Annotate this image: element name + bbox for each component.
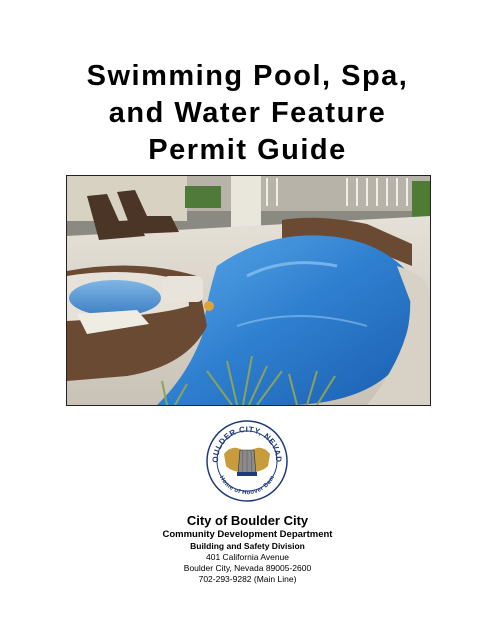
address-line-1: 401 California Avenue — [205, 552, 290, 562]
document-title — [0, 58, 495, 169]
title-line-1: Swimming Pool, Spa, — [86, 60, 409, 92]
seal-top-text: OULDER CITY, NEVAD — [210, 424, 284, 463]
title-line-2: and Water Feature — [108, 97, 387, 129]
title-line-3: Permit Guide — [148, 134, 347, 166]
department-name: Community Development Department — [162, 529, 333, 540]
city-name: City of Boulder City — [186, 513, 309, 528]
pool-photo — [66, 175, 431, 406]
seal-bottom-text: Home of Hoover Dam — [217, 475, 277, 497]
city-seal — [206, 420, 288, 502]
phone-number: 702-293-9282 (Main Line) — [198, 574, 297, 584]
address-line-2: Boulder City, Nevada 89005-2600 — [183, 563, 312, 573]
division-name: Building and Safety Division — [190, 541, 305, 551]
footer-contact — [0, 513, 495, 585]
